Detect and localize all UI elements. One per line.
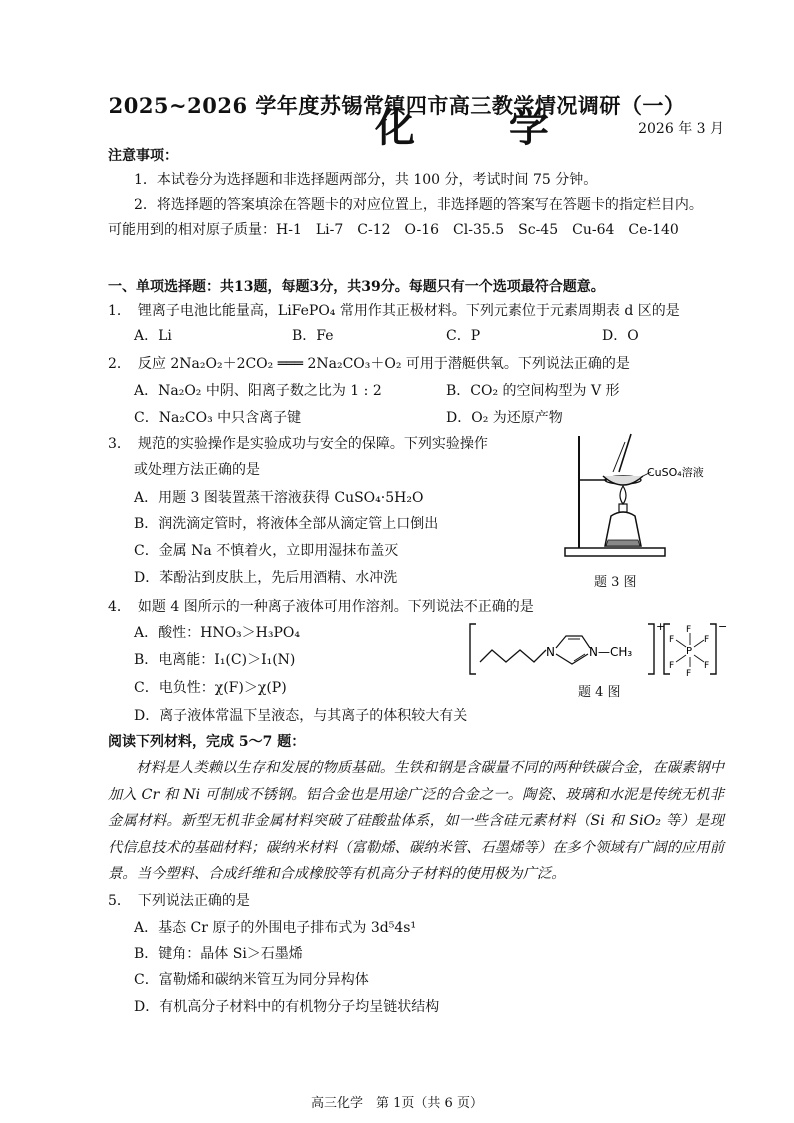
- question-4-stem: 4． 如题 4 图所示的一种离子液体可用作溶剂。下列说法不正确的是: [108, 599, 534, 615]
- q3-option-c: C．金属 Na 不慎着火，立即用湿抹布盖灭: [134, 543, 399, 559]
- q4-option-b: B．电离能：I₁(C)＞I₁(N): [134, 652, 296, 668]
- q2-option-c: C．Na₂CO₃ 中只含离子键: [134, 410, 302, 426]
- pf6-f-lr: F: [704, 661, 710, 671]
- exam-date: 2026 年 3 月: [638, 121, 724, 137]
- pf6-f-ur: F: [704, 635, 710, 645]
- q4-option-d: D．离子液体常温下呈液态，与其离子的体积较大有关: [134, 708, 468, 724]
- question-2-stem: 2． 反应 2Na₂O₂＋2CO₂ ═══ 2Na₂CO₃＋O₂ 可用于潜艇供氧。下列说法正确的是: [108, 356, 630, 372]
- q5-option-c: C．富勒烯和碳纳米管互为同分异构体: [134, 972, 369, 988]
- pf6-f-ll: F: [669, 661, 675, 671]
- figure-3-label: CuSO₄溶液: [647, 466, 704, 479]
- q2-option-b: B．CO₂ 的空间构型为 V 形: [446, 383, 620, 399]
- q4-option-c: C．电负性：χ(F)＞χ(P): [134, 680, 287, 696]
- q5-option-a: A．基态 Cr 原子的外围电子排布式为 3d⁵4s¹: [134, 920, 417, 936]
- pf6-f-ul: F: [669, 635, 675, 645]
- figure-3-apparatus: [555, 428, 730, 563]
- notes-heading: 注意事项：: [108, 148, 178, 164]
- q2-option-d: D．O₂ 为还原产物: [446, 410, 563, 426]
- q3-option-b: B．润洗滴定管时，将液体全部从滴定管上口倒出: [134, 516, 439, 532]
- subject-title: 化 学: [375, 104, 589, 151]
- note-item-2: 2．将选择题的答案填涂在答题卡的对应位置上，非选择题的答案写在答题卡的指定栏目内。: [134, 197, 703, 213]
- q5-option-b: B．键角：晶体 Si＞石墨烯: [134, 946, 303, 962]
- q1-option-c: C．P: [446, 328, 481, 344]
- anion-charge: −: [718, 620, 728, 633]
- question-1-stem: 1． 锂离子电池比能量高，LiFePO₄ 常用作其正极材料。下列元素位于元素周期表 d 区的是: [108, 303, 680, 319]
- ring-n-methyl: N—CH₃: [589, 645, 633, 659]
- question-5-stem: 5． 下列说法正确的是: [108, 893, 250, 909]
- question-3-stem-line1: 3． 规范的实验操作是实验成功与安全的保障。下列实验操作: [108, 436, 488, 452]
- reading-passage: 材料是人类赖以生存和发展的物质基础。生铁和钢是含碳量不同的两种铁碳合金，在碳素钢中加入 Cr 和 Ni 可制成不锈钢。铝合金也是用途广泛的合金之一。陶瓷、玻璃和水泥是传统无机非金属材料。新型无机非金属材料突破了硅酸盐体系，如一些含硅元素材料（Si 和 SiO₂ 等）是现代信息技术的基础材料；碳纳米材料（富勒烯、碳纳米管、石墨烯等）在多个领域有广阔的应用前景。当今塑料、合成纤维和合成橡胶等有机高分子材料的使用极为广泛。: [108, 760, 724, 882]
- pf6-p: P: [686, 646, 693, 657]
- figure-4-caption: 题 4 图: [578, 685, 621, 700]
- q5-option-d: D．有机高分子材料中的有机物分子均呈链状结构: [134, 999, 440, 1015]
- reading-heading: 阅读下列材料，完成 5～7 题：: [108, 734, 306, 750]
- figure-4-structure: [466, 618, 728, 680]
- q4-option-a: A．酸性：HNO₃＞H₃PO₄: [134, 625, 300, 641]
- figure-3-caption: 题 3 图: [594, 575, 637, 590]
- note-item-1: 1．本试卷分为选择题和非选择题两部分，共 100 分，考试时间 75 分钟。: [134, 172, 598, 188]
- q3-option-a: A．用题 3 图装置蒸干溶液获得 CuSO₄·5H₂O: [134, 490, 424, 506]
- page-footer: 高三化学 第 1页（共 6 页）: [311, 1096, 483, 1111]
- exam-title: 2025~2026 学年度苏锡常镇四市高三教学情况调研（一）: [108, 93, 686, 118]
- section-heading: 一、单项选择题：共13题，每题3分，共39分。每题只有一个选项最符合题意。: [108, 279, 605, 295]
- q1-option-b: B．Fe: [292, 328, 334, 344]
- q1-option-a: A．Li: [134, 328, 172, 344]
- pf6-f-top: F: [686, 625, 692, 635]
- q1-option-d: D．O: [602, 328, 639, 344]
- ring-n-left: N: [546, 645, 555, 659]
- q2-option-a: A．Na₂O₂ 中阴、阳离子数之比为 1 : 2: [134, 383, 382, 399]
- cation-charge: +: [656, 620, 666, 633]
- atomic-mass-line: 可能用到的相对原子质量：H-1 Li-7 C-12 O-16 Cl-35.5 Sc-45 Cu-64 Ce-140: [108, 222, 679, 238]
- pf6-f-bottom: F: [686, 669, 692, 679]
- question-3-stem-line2: 或处理方法正确的是: [134, 462, 260, 478]
- q3-option-d: D．苯酚沾到皮肤上，先后用酒精、水冲洗: [134, 570, 398, 586]
